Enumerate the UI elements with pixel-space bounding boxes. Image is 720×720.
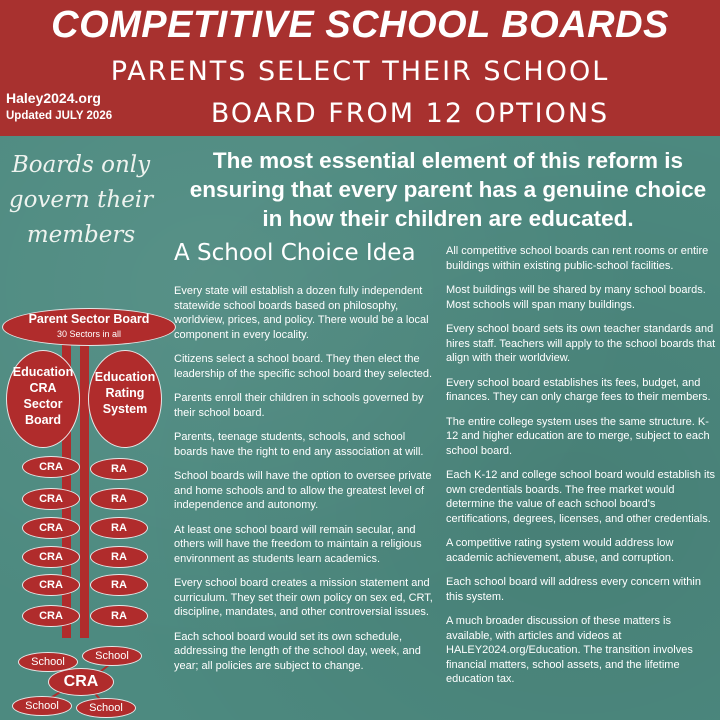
- cra-node: CRA: [22, 546, 80, 568]
- chalk-line: govern their: [8, 187, 154, 213]
- school-node: School: [82, 646, 142, 666]
- oval-line: Rating: [105, 386, 145, 400]
- cra-node: CRA: [22, 605, 80, 627]
- school-node: School: [12, 696, 72, 716]
- oval-line: CRA: [29, 381, 57, 395]
- paragraph: Each school board will address every concern within this system.: [446, 576, 701, 603]
- ra-node: RA: [90, 517, 148, 539]
- paragraph: Each K-12 and college school board would establish its own credentials boards. The free market would determine the value of each school board's certifications, degrees, licenses, and other credentials.: [446, 469, 716, 525]
- ra-node: RA: [90, 458, 148, 480]
- page-title: COMPETITIVE SCHOOL BOARDS: [51, 4, 669, 46]
- parent-sector-board: [2, 308, 176, 346]
- oval-line: Board: [24, 413, 62, 427]
- left-text-column: [174, 284, 436, 683]
- paragraph: Most buildings will be shared by many school boards. Most schools will span many buildings.: [446, 284, 706, 311]
- paragraph: Parents, teenage students, schools, and school boards have the right to end any association at will.: [174, 431, 424, 458]
- paragraph: A much broader discussion of these matters is available, with articles and videos at HALEY2024.org/Education. The transition involves financial matters, school assets, and the lifetime education tax.: [446, 615, 693, 685]
- parent-sector-board-label: Parent Sector Board: [28, 312, 150, 326]
- ra-node: RA: [90, 574, 148, 596]
- ra-node: RA: [90, 605, 148, 627]
- paragraph: Every school board creates a mission statement and curriculum. They set their own policy on sex ed, CRT, discipline, mandates, and other controversial issues.: [174, 577, 433, 618]
- headline: The most essential element of this reform is ensuring that every parent has a genuine choice in how their children are educated.: [189, 148, 707, 231]
- paragraph: At least one school board will remain secular, and others will have the freedom to maintain a religious environment as students learn academics.: [174, 523, 422, 565]
- oval-line: Education: [12, 365, 74, 379]
- ra-node: RA: [90, 546, 148, 568]
- paragraph: Every state will establish a dozen fully independent statewide school boards based on philosophy, worldview, prices, and policy. There would be a local component in every locality.: [174, 285, 429, 341]
- site-name: Haley2024.org: [6, 90, 101, 106]
- cra-sector-board-oval: [6, 350, 80, 448]
- cra-node: CRA: [22, 574, 80, 596]
- cra-node: CRA: [22, 517, 80, 539]
- paragraph: Citizens select a school board. They then elect the leadership of the specific school board they selected.: [174, 353, 433, 380]
- header-banner: [0, 0, 720, 136]
- subtitle-line-2: BOARD FROM 12 OPTIONS: [210, 98, 610, 129]
- paragraph: Every school board establishes its fees, budget, and finances. They can only charge fees to their members.: [446, 376, 711, 403]
- school-node: School: [76, 698, 136, 718]
- subtitle-line-1: PARENTS SELECT THEIR SCHOOL: [110, 56, 610, 87]
- paragraph: A competitive rating system would address low academic achievement, abuse, and corruption.: [446, 537, 675, 564]
- paragraph: School boards will have the option to oversee private and home schools and to allow the greatest level of independence and autonomy.: [174, 470, 432, 511]
- oval-line: Sector: [23, 397, 63, 411]
- updated-date: Updated JULY 2026: [6, 110, 113, 122]
- oval-line: Education: [94, 370, 156, 384]
- paragraph: Parents enroll their children in schools governed by their school board.: [174, 392, 424, 419]
- chalk-line: members: [26, 222, 136, 248]
- diagram-right-pole: [80, 322, 89, 638]
- oval-line: System: [102, 402, 148, 416]
- chalk-slogan: [6, 148, 156, 253]
- cra-node: CRA: [22, 488, 80, 510]
- cra-hub: CRA: [48, 668, 114, 696]
- paragraph: Each school board would set its own schedule, addressing the length of the school day, week, and year; all policies are subject to change.: [174, 630, 421, 672]
- paragraph: All competitive school boards can rent rooms or entire buildings within existing public-school facilities.: [446, 245, 709, 272]
- sectors-note: 30 Sectors in all: [56, 329, 122, 339]
- ra-node: RA: [90, 488, 148, 510]
- section-title: A School Choice Idea: [174, 240, 416, 266]
- rating-system-oval: [88, 350, 162, 448]
- chalk-line: Boards only: [11, 152, 151, 178]
- school-node: School: [18, 652, 78, 672]
- paragraph: The entire college system uses the same structure. K-12 and higher education are to merge, subject to each school board.: [446, 415, 710, 457]
- cra-node: CRA: [22, 456, 80, 478]
- paragraph: Every school board sets its own teacher standards and hires staff. Teachers will apply to the school boards that align with their worldview.: [446, 323, 716, 364]
- right-text-column: [446, 244, 718, 697]
